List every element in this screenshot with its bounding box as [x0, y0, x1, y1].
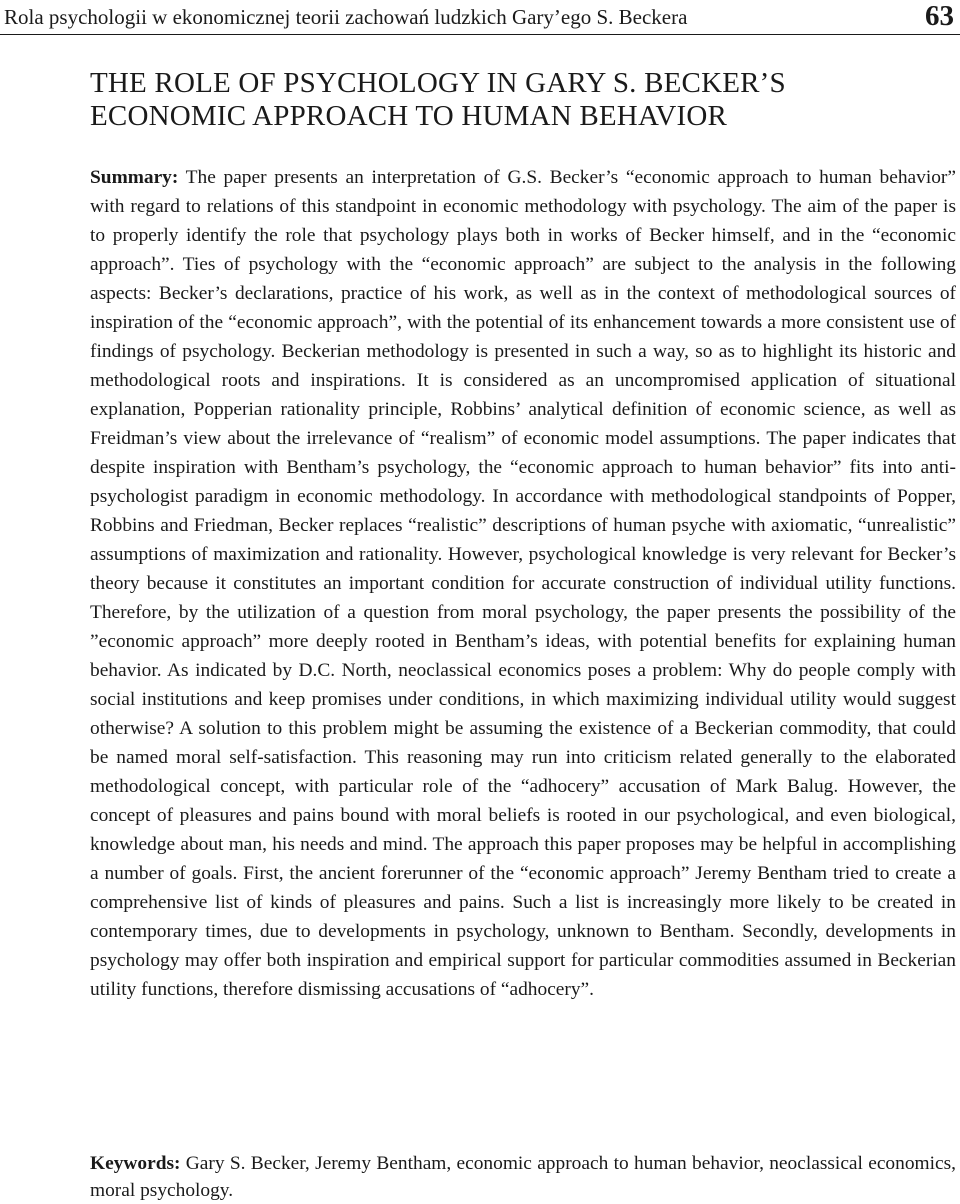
article-title-line-2: ECONOMIC APPROACH TO HUMAN BEHAVIOR	[90, 100, 728, 132]
summary-paragraph	[90, 163, 956, 1004]
page-number: 63	[925, 0, 954, 32]
summary-label: Summary:	[90, 167, 179, 188]
article-title	[90, 67, 950, 133]
article-title-line-1: THE ROLE OF PSYCHOLOGY IN GARY S. BECKER’S	[90, 67, 786, 99]
summary-text: The paper presents an interpretation of G.S. Becker’s “economic approach to human behavior” with regard to relations of this standpoint in economic methodology with psychology. The aim of the paper is to properly identify the role that psychology plays both in works of Becker himself, and in the “economic approach”. Ties of psychology with the “economic approach” are subject to the analysis in the following aspects: Becker’s declarations, practice of his work, as well as in the context of methodological sources of inspiration of the “economic approach”, with the potential of its enhancement towards a more consistent use of findings of psychology. Beckerian methodology is presented in such a way, so as to highlight its historic and methodological roots and inspirations. It is considered as an uncompromised application of situational explanation, Popperian rationality principle, Robbins’ analytical definition of economic science, as well as Freidman’s view about the irrelevance of “realism” of economic model assumptions. The paper indicates that despite inspiration with Bentham’s psychology, the “economic approach to human behavior” fits into anti-psychologist paradigm in economic methodology. In accordance with methodological standpoints of Popper, Robbins and Friedman, Becker replaces “realistic” descriptions of human psyche with axiomatic, “unrealistic” assumptions of maximization and rationality. However, psychological knowledge is very relevant for Becker’s theory because it constitutes an important condition for accurate construction of individual utility functions. Therefore, by the utilization of a question from moral psychology, the paper presents the possibility of the ”economic approach” more deeply rooted in Bentham’s ideas, with potential benefits for explaining human behavior. As indicated by D.C. North, neoclassical economics poses a problem: Why do people comply with social institutions and keep promises under conditions, in which maximizing individual utility would suggest otherwise? A solution to this problem might be assuming the existence of a Beckerian commodity, that could be named moral self-satisfaction. This reasoning may run into criticism related generally to the elaborated methodological concept, with particular role of the “adhocery” accusation of Mark Balug. However, the concept of pleasures and pains bound with moral beliefs is rooted in our psychological, and even biological, knowledge about man, his needs and mind. The approach this paper proposes may be helpful in accomplishing a number of goals. First, the ancient forerunner of the “economic approach” Jeremy Bentham tried to create a comprehensive list of kinds of pleasures and pains. Such a list is increasingly more likely to be created in contemporary times, due to developments in psychology, unknown to Bentham. Secondly, developments in psychology may offer both inspiration and empirical support for particular commodities assumed in Beckerian utility functions, therefore dismissing accusations of “adhocery”.	[90, 167, 956, 1000]
keywords-label: Keywords:	[90, 1153, 181, 1174]
running-title: Rola psychologii w ekonomicznej teorii zachowań ludzkich Gary’ego S. Beckera	[4, 5, 688, 29]
running-header	[0, 0, 960, 34]
header-rule	[0, 34, 960, 35]
keywords-text: Gary S. Becker, Jeremy Bentham, economic approach to human behavior, neoclassical economics, moral psychology.	[90, 1153, 956, 1201]
keywords-paragraph	[90, 1150, 956, 1204]
